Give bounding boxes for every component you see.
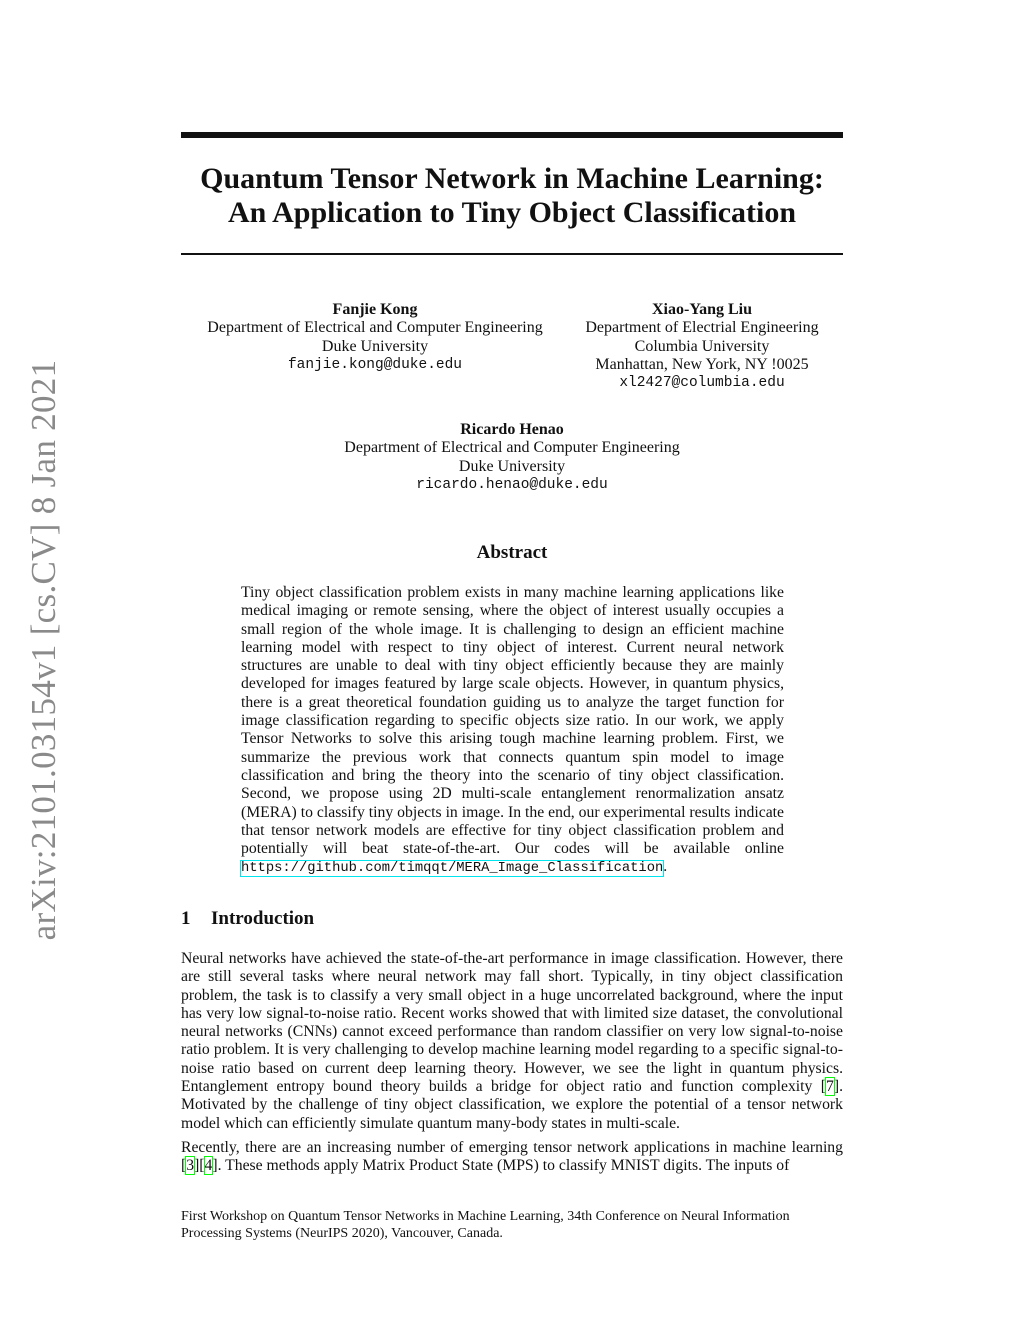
intro-text: Recently, there are an increasing number of emerging tensor network applications in machine learning [ (181, 1138, 843, 1175)
title-bottom-rule (181, 253, 843, 255)
author-affiliation: Department of Electrical and Computer Engineering (344, 439, 680, 457)
author-affiliation: Department of Electrial Engineering (585, 319, 819, 337)
section-number: 1 (181, 908, 191, 929)
intro-text: Neural networks have achieved the state-of-the-art performance in image classification. However, there are still several tasks where neural network may fall short. Typically, in tiny object classification problem, the task is to classify a very small object in a huge uncorrelated background, where the input has very low signal-to-noise ratio. Recent works showed that with limited size dataset, the convolutional neural networks (CNNs) cannot exceed performance than random classifier on very low signal-to-noise ratio problem. It is very challenging to develop machine learning model regarding to a specific signal-to-noise ratio based on current deep learning theory. However, we see the light in quantum physics. Entanglement entropy bound theory builds a bridge for object ratio and function complexity [ (181, 950, 843, 1096)
author-institution: Duke University (321, 337, 429, 355)
citation-link[interactable]: 4 (204, 1157, 213, 1175)
title-top-rule (181, 132, 843, 138)
author-block-2 (575, 301, 829, 392)
intro-text: ]. Motivated by the challenge of tiny object classification, we explore the potential of a tensor network model which can efficiently simulate quantum many-body states in multi-scale. (181, 1078, 843, 1132)
intro-text: ]. These methods apply Matrix Product State (MPS) to classify MNIST digits. The inputs of (212, 1157, 790, 1175)
author-institution: Columbia University (634, 337, 770, 355)
abstract-body (241, 584, 784, 879)
arxiv-side-stamp: arXiv:2101.03154v1 [cs.CV] 8 Jan 2021 (24, 359, 63, 941)
author-email: xl2427@columbia.edu (619, 375, 785, 392)
abstract-heading: Abstract (476, 542, 548, 563)
paper-title (181, 162, 843, 230)
author-email: fanjie.kong@duke.edu (287, 356, 463, 373)
section-heading-introduction (181, 908, 314, 930)
code-repository-link[interactable]: https://github.com/timqqt/MERA_Image_Classification (241, 861, 664, 877)
introduction-body (181, 950, 843, 1182)
citation-link[interactable]: 3 (186, 1157, 195, 1175)
author-block-1 (195, 301, 555, 374)
author-affiliation: Department of Electrical and Computer Engineering (207, 319, 543, 337)
author-location: Manhattan, New York, NY !0025 (595, 355, 809, 373)
author-name: Ricardo Henao (460, 421, 564, 438)
author-name: Xiao-Yang Liu (651, 301, 753, 318)
author-institution: Duke University (458, 457, 566, 475)
title-line-1: Quantum Tensor Network in Machine Learning: (200, 162, 824, 195)
author-email: ricardo.henao@duke.edu (416, 476, 608, 493)
author-name: Fanjie Kong (332, 301, 418, 318)
title-line-2: An Application to Tiny Object Classification (227, 196, 797, 229)
citation-link[interactable]: 7 (826, 1078, 834, 1096)
section-title: Introduction (211, 908, 315, 929)
abstract-text: Tiny object classification problem exists in many machine learning applications like medical imaging or remote sensing, where the object of interest usually occupies a small region of the whole image. It is challenging to design an efficient machine learning model with respect to tiny object of interest. Current neural network structures are unable to deal with tiny object efficiently because they are mainly developed for images featured by large scale objects. However, in quantum physics, there is a great theoretical foundation guiding us to analyze the target function for image classification regarding to specific objects size ratio. In our work, we apply Tensor Networks to solve this arising tough machine learning problem. First, we summarize the previous work that connects quantum spin model to image classification and bring the theory into the scenario of tiny object classification. Second, we propose using 2D multi-scale entanglement renormalization ansatz (MERA) to classify tiny objects in image. In the end, our experimental results indicate that tensor network models are effective for tiny object classification problem and potentially will beat state-of-the-art. Our codes will be available online (241, 584, 784, 858)
author-block-3 (312, 421, 712, 494)
intro-paragraph-2 (181, 1139, 843, 1176)
conference-footnote: First Workshop on Quantum Tensor Networks in Machine Learning, 34th Conference on Neural Information Processing Systems (NeurIPS 2020), Vancouver, Canada. (181, 1209, 790, 1241)
intro-text: ][ (194, 1157, 205, 1175)
intro-paragraph-1 (181, 950, 843, 1133)
abstract-end: . (663, 858, 668, 876)
